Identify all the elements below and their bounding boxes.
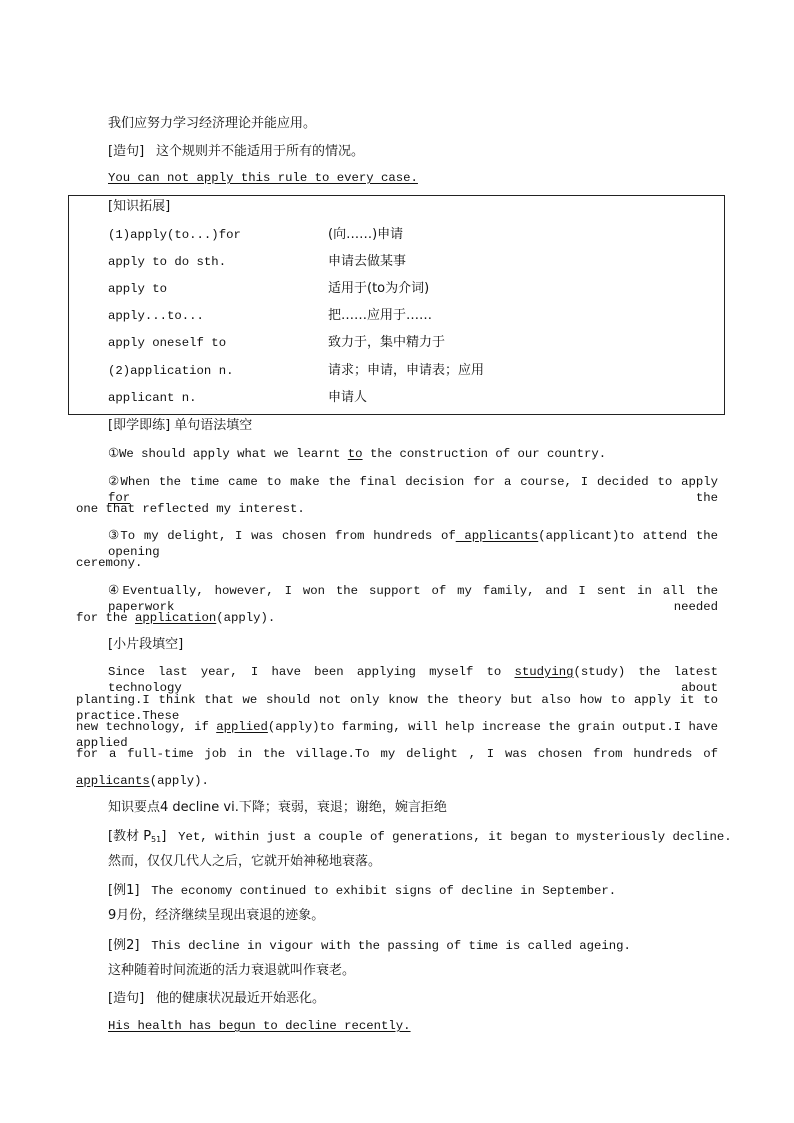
practice-title: [即学即练] 单句语法填空 [108,418,253,433]
textbook-label: [教材 $P_{51}$] [108,829,167,844]
q4-text: for the [76,611,136,625]
expand-row-en: apply...to... [108,309,204,323]
zaoju-line [108,143,364,160]
zaoju-cn: 这个规则并不能适用于所有的情况。 [155,144,364,159]
zaoju2-en: His health has begun to decline recently. [108,1019,411,1033]
example1-en: The economy continued to exhibit signs of decline in September. [151,884,617,898]
passage-answer: applied [216,720,268,734]
expand-row-cn: 把……应用于…… [328,308,433,323]
q2-text: the [130,491,718,505]
q1-answer: to [347,447,363,461]
expand-row-en: apply to do sth. [108,255,227,269]
expand-row-en: applicant n. [108,391,197,405]
q2-answer: for [108,491,131,505]
example1-line [108,882,616,899]
passage-title: [小片段填空] [108,637,184,652]
passage-line: for a full-time job in the village.To my delight , I was chosen from hundreds of [76,747,718,761]
passage-line: planting.I think that we should not only know the theory but also how to apply it to practice.These [76,693,718,723]
expand-row-cn: 申请去做某事 [328,254,407,269]
q3-continuation: ceremony. [76,556,143,570]
textbook-en: Yet, within just a couple of generations, it began to mysteriously decline. [178,830,732,844]
passage-answer: applicants [76,774,150,788]
zaoju2-cn: 他的健康状况最近开始恶化。 [155,991,325,1006]
expand-row-en: apply oneself to [108,336,227,350]
expand-row-cn: 致力于，集中精力于 [328,335,446,350]
q3-text: ③To my delight, I was chosen from hundreds of [108,529,456,543]
expand-row-cn: 适用于(to为介词) [328,281,430,296]
practice-q4: ④Eventually, however, I won the support of my family, and I sent in all the paperwork needed [108,584,718,614]
zaoju2-line [108,990,325,1007]
passage-answer: studying [514,665,574,679]
zaoju-en: You can not apply this rule to every case. [108,171,418,185]
expand-row-cn: 请求；申请，申请表；应用 [328,363,485,378]
example2-label: [例2] [108,938,140,953]
passage-line: Since last year, I have been applying myself to studying(study) the latest technology about [108,665,718,695]
example2-line [108,937,631,954]
q3-answer: applicants [455,529,539,543]
expand-row-en: (1)apply(to...)for [108,228,241,242]
practice-q3 [108,528,718,560]
example1-cn: 9月份，经济继续呈现出衰退的迹象。 [108,908,325,923]
passage-line: applicants(apply). [76,774,209,788]
sentence-cn: 我们应努力学习经济理论并能应用。 [108,116,317,131]
expand-row-en: (2)application n. [108,364,234,378]
q4-text: (apply). [216,611,276,625]
practice-q1 [108,446,606,462]
q1-text: the construction of our country. [362,447,607,461]
example2-en: This decline in vigour with the passing of time is called ageing. [151,939,631,953]
q1-text: ①We should apply what we learnt [108,447,348,461]
expand-title: [知识拓展] [108,199,171,214]
q2-text: ②When the time came to make the final decision for a course, I decided to apply [108,475,718,489]
example1-label: [例1] [108,883,140,898]
practice-q4-cont [76,610,275,626]
zaoju-label: [造句] [108,144,145,159]
q2-continuation: one that reflected my interest. [76,502,305,516]
example2-cn: 这种随着时间流逝的活力衰退就叫作衰老。 [108,963,356,978]
q4-answer: application [135,611,217,625]
passage-line: new technology, if applied(apply)to farming, will help increase the grain output.I have applied [76,720,719,750]
textbook-cn: 然而，仅仅几代人之后，它就开始神秘地衰落。 [108,854,382,869]
q3-text: (applicant)to attend the opening [108,529,718,559]
expand-row-en: apply to [108,282,168,296]
textbook-line [108,828,732,848]
point4-heading: 知识要点4 decline vi.下降；衰弱，衰退；谢绝，婉言拒绝 [108,800,447,815]
expand-row-cn: (向……)申请 [328,227,404,242]
expand-row-cn: 申请人 [328,390,368,405]
zaoju2-label: [造句] [108,991,145,1006]
